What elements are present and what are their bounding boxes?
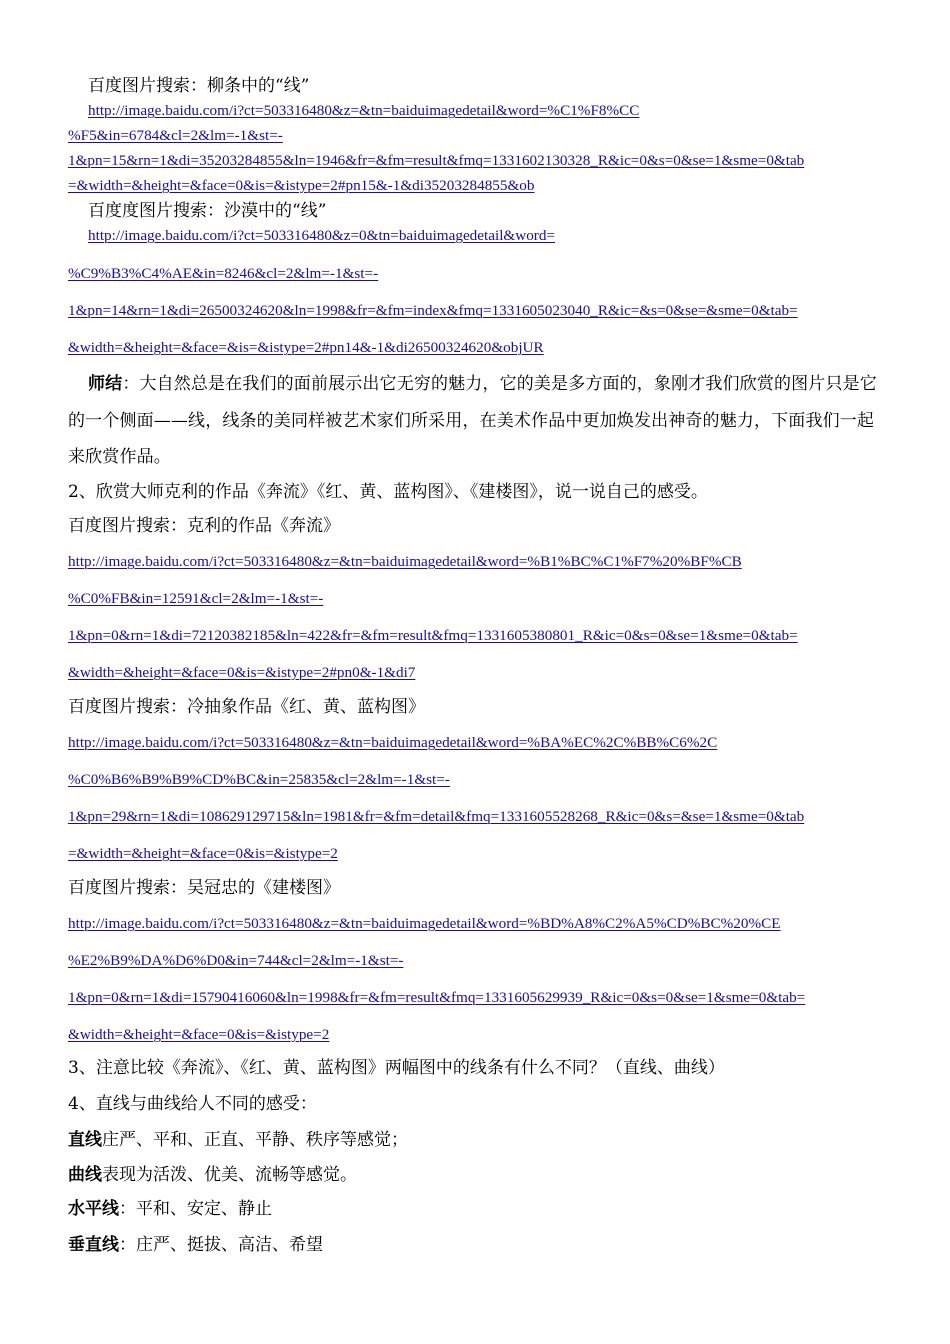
search-label-desert: 百度度图片搜索：沙漠中的“线”	[88, 201, 327, 221]
search-link-klee-line3[interactable]: 1&pn=0&rn=1&di=72120382185&ln=422&fr=&fm=result&fmq=1331605380801_R&ic=0&s=0&se=1&sme=0&tab=	[68, 627, 798, 644]
summary-paragraph	[68, 366, 884, 476]
search-label-willow: 百度图片搜索：柳条中的“线”	[88, 76, 310, 96]
item-4: 4、直线与曲线给人不同的感受：	[68, 1094, 317, 1114]
search-link-desert-line2[interactable]: %C9%B3%C4%AE&in=8246&cl=2&lm=-1&st=-	[68, 265, 379, 282]
line-type-term: 水平线	[68, 1199, 119, 1219]
search-link-willow-line3[interactable]: 1&pn=15&rn=1&di=35203284855&ln=1946&fr=&fm=result&fmq=1331602130328_R&ic=0&s=0&se=1&sme=0&tab	[68, 152, 805, 169]
item-2: 2、欣赏大师克利的作品《奔流》《红、黄、蓝构图》、《建楼图》，说一说自己的感受。	[68, 482, 708, 502]
line-type-desc: 表现为活泼、优美、流畅等感觉。	[102, 1165, 357, 1185]
line-type-term: 曲线	[68, 1165, 102, 1185]
search-link-willow-line2[interactable]: %F5&in=6784&cl=2&lm=-1&st=-	[68, 127, 283, 144]
line-type-desc: ：平和、安定、静止	[119, 1199, 272, 1219]
search-link-willow-line1[interactable]: http://image.baidu.com/i?ct=503316480&z=&tn=baiduimagedetail&word=%C1%F8%CC	[88, 102, 640, 119]
search-label-composition: 百度图片搜索：冷抽象作品《红、黄、蓝构图》	[68, 697, 425, 717]
summary-label: 师结	[88, 374, 123, 394]
search-link-building-line2[interactable]: %E2%B9%DA%D6%D0&in=744&cl=2&lm=-1&st=-	[68, 952, 404, 969]
line-type-desc: ：庄严、挺拔、高洁、希望	[119, 1235, 323, 1255]
search-link-desert-line1[interactable]: http://image.baidu.com/i?ct=503316480&z=0&tn=baiduimagedetail&word=	[88, 227, 556, 244]
line-type-term: 垂直线	[68, 1235, 119, 1255]
search-label-building: 百度图片搜索：吴冠忠的《建楼图》	[68, 878, 340, 898]
search-link-composition-line2[interactable]: %C0%B6%B9%B9%CD%BC&in=25835&cl=2&lm=-1&st=-	[68, 771, 450, 788]
search-label-klee: 百度图片搜索：克利的作品《奔流》	[68, 516, 340, 536]
line-type-vertical	[68, 1233, 890, 1257]
line-type-curve	[68, 1163, 890, 1187]
search-link-building-line1[interactable]: http://image.baidu.com/i?ct=503316480&z=&tn=baiduimagedetail&word=%BD%A8%C2%A5%CD%BC%20%CE	[68, 915, 781, 932]
search-link-klee-line4[interactable]: &width=&height=&face=0&is=&istype=2#pn0&-1&di7	[68, 664, 416, 681]
search-link-composition-line1[interactable]: http://image.baidu.com/i?ct=503316480&z=&tn=baiduimagedetail&word=%BA%EC%2C%BB%C6%2C	[68, 734, 718, 751]
search-link-willow-line4[interactable]: =&width=&height=&face=0&is=&istype=2#pn15&-1&di35203284855&ob	[68, 177, 535, 194]
line-type-desc: 庄严、平和、正直、平静、秩序等感觉；	[102, 1130, 408, 1150]
search-link-klee-line1[interactable]: http://image.baidu.com/i?ct=503316480&z=&tn=baiduimagedetail&word=%B1%BC%C1%F7%20%BF%CB	[68, 553, 742, 570]
search-link-building-line4[interactable]: &width=&height=&face=0&is=&istype=2	[68, 1026, 330, 1043]
search-link-desert-line4[interactable]: &width=&height=&face=&is=&istype=2#pn14&-1&di26500324620&objUR	[68, 339, 544, 356]
search-link-building-line3[interactable]: 1&pn=0&rn=1&di=15790416060&ln=1998&fr=&fm=result&fmq=1331605629939_R&ic=0&s=0&se=1&sme=0&tab=	[68, 989, 806, 1006]
line-type-straight	[68, 1128, 890, 1152]
search-link-composition-line3[interactable]: 1&pn=29&rn=1&di=108629129715&ln=1981&fr=&fm=detail&fmq=1331605528268_R&ic=0&s=&se=1&sme=0&tab	[68, 808, 805, 825]
search-link-klee-line2[interactable]: %C0%FB&in=12591&cl=2&lm=-1&st=-	[68, 590, 324, 607]
line-type-term: 直线	[68, 1130, 102, 1150]
summary-text: ：大自然总是在我们的面前展示出它无穷的魅力，它的美是多方面的，象刚才我们欣赏的图片只是它的一个侧面——线，线条的美同样被艺术家们所采用，在美术作品中更加焕发出神奇的魅力，下面我们一起来欣赏作品。	[68, 374, 877, 467]
item-3: 3、注意比较《奔流》、《红、黄、蓝构图》两幅图中的线条有什么不同？（直线、曲线）	[68, 1058, 725, 1078]
line-type-horizontal	[68, 1197, 890, 1221]
search-link-composition-line4[interactable]: =&width=&height=&face=0&is=&istype=2	[68, 845, 338, 862]
search-link-desert-line3[interactable]: 1&pn=14&rn=1&di=26500324620&ln=1998&fr=&fm=index&fmq=1331605023040_R&ic=&s=0&se=&sme=0&tab=	[68, 302, 798, 319]
